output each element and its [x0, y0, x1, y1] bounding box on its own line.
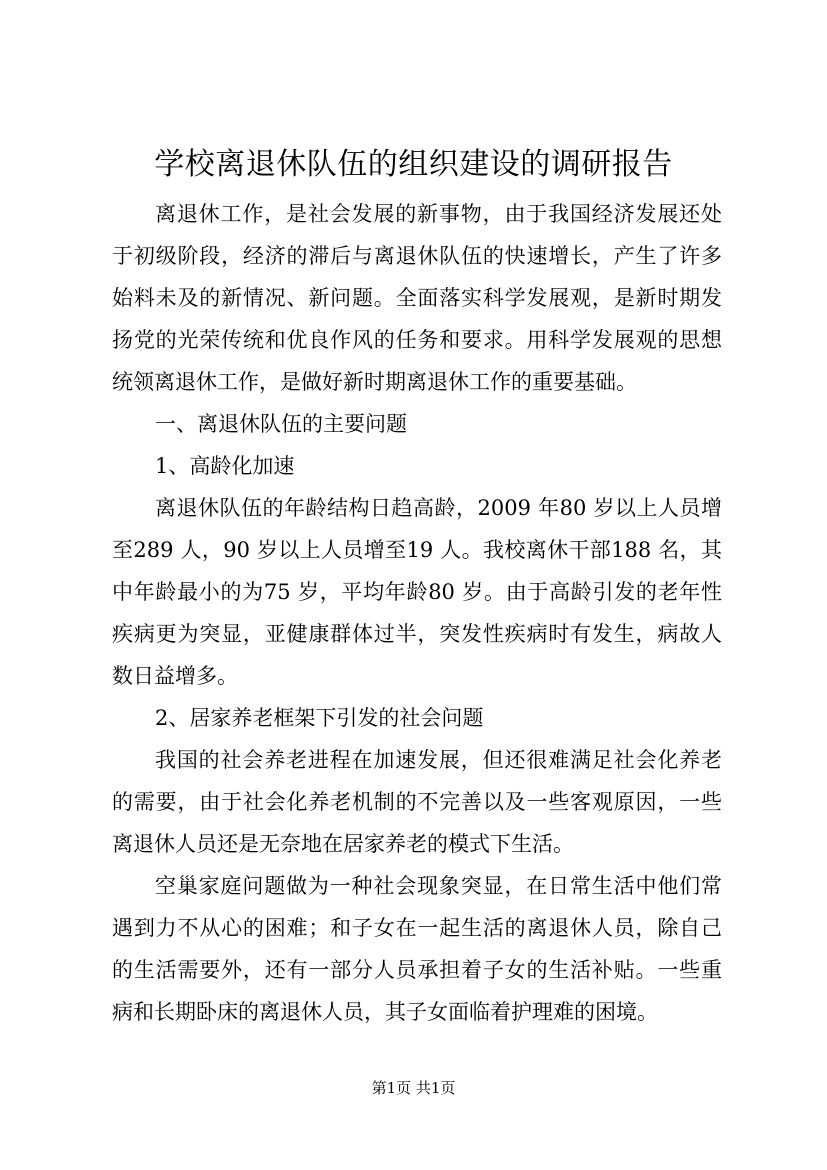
document-title: 学校离退休队伍的组织建设的调研报告 — [154, 147, 673, 182]
page-footer: 第1页 共1页 — [371, 1079, 456, 1097]
paragraph-line: 至289 人，90 岁以上人员增至19 人。我校离休干部188 名，其 — [112, 538, 722, 562]
empty-nest-paragraph — [112, 865, 722, 1033]
paragraph-line: 中年龄最小的为75 岁，平均年龄80 岁。由于高龄引发的老年性 — [112, 580, 722, 604]
home-care-paragraph — [112, 739, 722, 865]
paragraph-line: 数日益增多。 — [112, 664, 238, 688]
intro-paragraph — [112, 193, 722, 403]
paragraph-line: 的需要，由于社会化养老机制的不完善以及一些客观原因，一些 — [112, 790, 722, 814]
aging-paragraph — [112, 487, 722, 697]
paragraph-line: 始料未及的新情况、新问题。全面落实科学发展观，是新时期发 — [112, 286, 722, 310]
paragraph-line: 离退休人员还是无奈地在居家养老的模式下生活。 — [112, 832, 574, 856]
paragraph-line: 疾病更为突显，亚健康群体过半，突发性疾病时有发生，病故人 — [112, 622, 722, 646]
paragraph-line: 扬党的光荣传统和优良作风的任务和要求。用科学发展观的思想 — [112, 328, 722, 352]
section-heading: 一、离退休队伍的主要问题 — [155, 412, 407, 436]
paragraph-line: 统领离退休工作，是做好新时期离退休工作的重要基础。 — [112, 370, 637, 394]
paragraph-line: 空巢家庭问题做为一种社会现象突显，在日常生活中他们常 — [155, 874, 722, 898]
document-body — [112, 193, 722, 1033]
paragraph-line: 我国的社会养老进程在加速发展，但还很难满足社会化养老 — [155, 748, 722, 772]
paragraph-line: 于初级阶段，经济的滞后与离退休队伍的快速增长，产生了许多 — [112, 244, 722, 268]
subsection-heading: 2、居家养老框架下引发的社会问题 — [155, 706, 484, 730]
paragraph-line: 遇到力不从心的困难；和子女在一起生活的离退休人员，除自己 — [112, 916, 722, 940]
paragraph-line: 离退休队伍的年龄结构日趋高龄，2009 年80 岁以上人员增 — [155, 496, 722, 520]
paragraph-line: 病和长期卧床的离退休人员，其子女面临着护理难的困境。 — [112, 1000, 658, 1024]
paragraph-line: 离退休工作，是社会发展的新事物，由于我国经济发展还处 — [155, 202, 722, 226]
subsection-heading: 1、高龄化加速 — [155, 454, 295, 478]
paragraph-line: 的生活需要外，还有一部分人员承担着子女的生活补贴。一些重 — [112, 958, 722, 982]
